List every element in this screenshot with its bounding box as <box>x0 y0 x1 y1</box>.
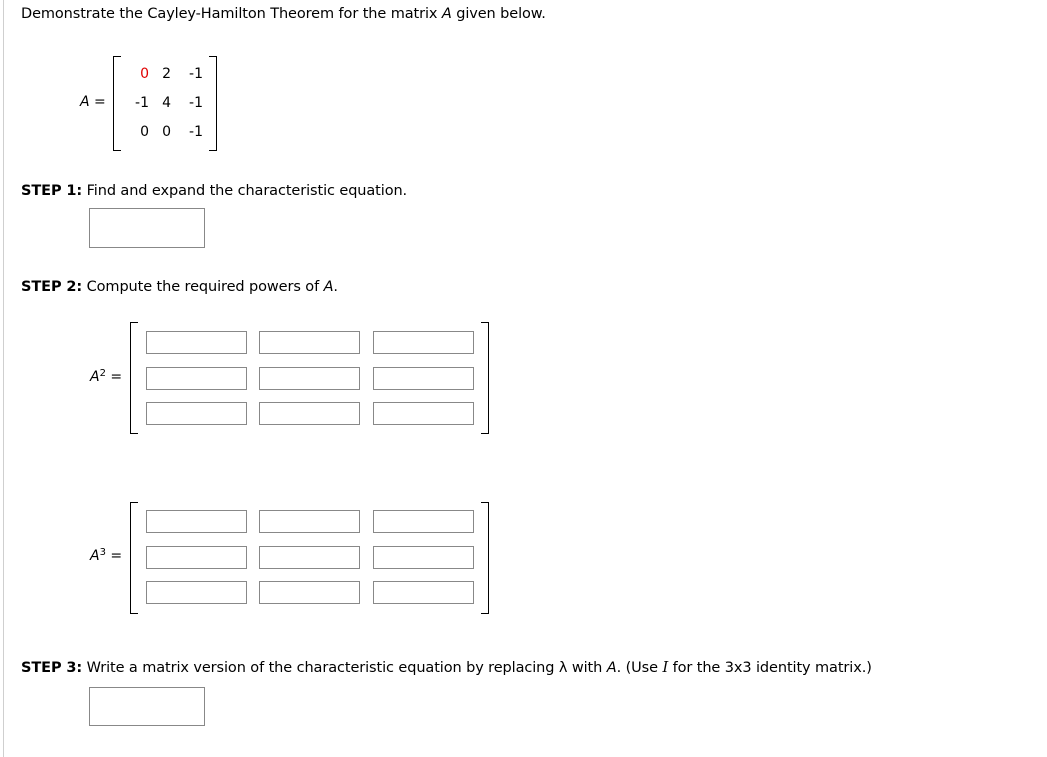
step1-text: Find and expand the characteristic equation. <box>82 183 408 199</box>
matrix-a-cell-2-0: 0 <box>140 124 149 140</box>
step3-matrix-equation-input[interactable] <box>89 687 205 726</box>
matrix-a3-label <box>90 547 122 564</box>
a3-cell-0-0[interactable] <box>146 510 247 533</box>
a2-cell-1-2[interactable] <box>373 367 474 390</box>
a2-exponent: 2 <box>99 368 106 379</box>
left-bracket <box>113 56 121 151</box>
question-prefix: Demonstrate the Cayley-Hamilton Theorem for the matrix <box>21 6 442 22</box>
a2-cell-1-0[interactable] <box>146 367 247 390</box>
a2-cell-0-2[interactable] <box>373 331 474 354</box>
a3-var: A <box>90 548 100 564</box>
matrix-a-cell-2-2: -1 <box>189 124 203 140</box>
a3-cell-0-2[interactable] <box>373 510 474 533</box>
a3-cell-2-2[interactable] <box>373 581 474 604</box>
step2-period: . <box>333 279 338 295</box>
a3-cell-2-1[interactable] <box>259 581 360 604</box>
matrix-a-label <box>80 94 106 110</box>
a2-cell-1-1[interactable] <box>259 367 360 390</box>
a2-cell-2-0[interactable] <box>146 402 247 425</box>
matrix-a2-label <box>90 368 122 385</box>
matrix-a-cell-1-0: -1 <box>135 95 149 111</box>
step2-var: A <box>323 279 334 295</box>
question-text <box>21 6 546 22</box>
a3-cell-2-0[interactable] <box>146 581 247 604</box>
right-bracket <box>209 56 217 151</box>
matrix-a-cell-2-1: 0 <box>162 124 171 140</box>
left-bracket <box>130 502 138 614</box>
step2-text: Compute the required powers of <box>82 279 324 295</box>
step1-instruction <box>21 183 407 199</box>
a3-cell-0-1[interactable] <box>259 510 360 533</box>
step3-label: STEP 3: <box>21 660 83 676</box>
right-bracket <box>481 322 489 434</box>
a2-cell-2-1[interactable] <box>259 402 360 425</box>
step3-text: Write a matrix version of the characteristic equation by replacing <box>82 660 559 676</box>
question-var: A <box>441 6 452 22</box>
equals-sign: = <box>89 94 106 110</box>
a2-cell-0-0[interactable] <box>146 331 247 354</box>
identity-symbol: I <box>662 660 669 676</box>
step1-characteristic-equation-input[interactable] <box>89 208 205 248</box>
a3-cell-1-0[interactable] <box>146 546 247 569</box>
a2-var: A <box>90 369 100 385</box>
left-border <box>3 0 4 757</box>
step2-label: STEP 2: <box>21 279 83 295</box>
step1-label: STEP 1: <box>21 183 83 199</box>
a3-exponent: 3 <box>99 547 106 558</box>
step3-text: with <box>567 660 607 676</box>
matrix-a-cell-1-1: 4 <box>162 95 171 111</box>
a3-cell-1-2[interactable] <box>373 546 474 569</box>
a2-cell-0-1[interactable] <box>259 331 360 354</box>
right-bracket <box>481 502 489 614</box>
a3-cell-1-1[interactable] <box>259 546 360 569</box>
matrix-a-cell-1-2: -1 <box>189 95 203 111</box>
matrix-a-cell-0-0: 0 <box>140 66 149 82</box>
step3-text: . (Use <box>616 660 663 676</box>
step2-instruction <box>21 279 338 295</box>
lambda-symbol: λ <box>558 660 568 676</box>
matrix-a-var: A <box>80 94 90 110</box>
equals-sign: = <box>105 369 123 385</box>
matrix-a-cell-0-2: -1 <box>189 66 203 82</box>
question-suffix: given below. <box>451 6 546 22</box>
matrix-a-cell-0-1: 2 <box>162 66 171 82</box>
equals-sign: = <box>105 548 123 564</box>
step3-var: A <box>606 660 617 676</box>
step3-text: for the 3x3 identity matrix.) <box>668 660 872 676</box>
step3-instruction <box>21 660 872 676</box>
left-bracket <box>130 322 138 434</box>
a2-cell-2-2[interactable] <box>373 402 474 425</box>
